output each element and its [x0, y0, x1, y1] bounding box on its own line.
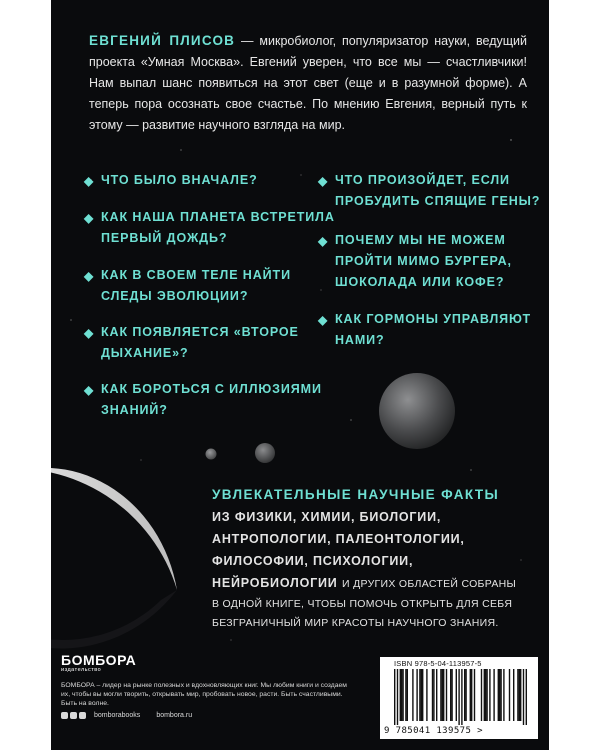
barcode-bar [481, 669, 482, 721]
barcode-bar [503, 669, 504, 721]
barcode-bar [485, 669, 486, 721]
barcode-bar [400, 669, 401, 721]
barcode-image [380, 657, 538, 727]
barcode-bar [402, 669, 403, 721]
barcode-bar [436, 669, 437, 721]
facts-heading: УВЛЕКАТЕЛЬНЫЕ НАУЧНЫЕ ФАКТЫ [212, 487, 500, 502]
barcode-bar [456, 669, 457, 721]
barcode-bar [401, 669, 402, 721]
author-name: ЕВГЕНИЙ ПЛИСОВ [89, 33, 236, 48]
social-links [61, 712, 192, 719]
barcode-bar [419, 669, 420, 721]
large-planet [379, 373, 455, 449]
question-left-4: ◆ КАК ПОЯВЛЯЕТСЯ «ВТОРОЕ ДЫХАНИЕ»? [84, 325, 299, 360]
barcode-bar [526, 669, 527, 725]
vk-icon [61, 712, 68, 719]
publisher-logo: БОМБОРА издательство [61, 652, 137, 673]
barcode-bar [489, 669, 490, 721]
barcode-bar [484, 669, 485, 721]
barcode-bar [474, 669, 475, 721]
crescent-moon [51, 468, 177, 590]
author-intro [89, 30, 527, 136]
bullet-icon: ◆ [84, 211, 95, 225]
isbn-barcode [380, 657, 538, 739]
bullet-icon: ◆ [318, 174, 329, 188]
barcode-bar [450, 669, 451, 721]
back-cover [51, 0, 549, 750]
barcode-bar [397, 669, 398, 725]
question-right-3: ◆ КАК ГОРМОНЫ УПРАВЛЯЮТ НАМИ? [318, 312, 532, 347]
barcode-bar [464, 669, 465, 721]
small-planet [255, 443, 275, 463]
barcode-bar [470, 669, 471, 721]
barcode-bar [426, 669, 427, 721]
barcode-bar [519, 669, 520, 721]
barcode-bar [498, 669, 499, 721]
bullet-icon: ◆ [318, 313, 329, 327]
bullet-icon: ◆ [84, 174, 95, 188]
barcode-bar [446, 669, 447, 721]
barcode-bar [407, 669, 408, 721]
isbn-number: ISBN 978-5-04-113957-5 [394, 659, 482, 668]
telegram-icon [70, 712, 77, 719]
question-left-5: ◆ КАК БОРОТЬСЯ С ИЛЛЮЗИЯМИ ЗНАНИЙ? [84, 382, 322, 417]
barcode-bar [433, 669, 434, 721]
barcode-bar [471, 669, 472, 721]
question-right-2: ◆ ПОЧЕМУ МЫ НЕ МОЖЕМ ПРОЙТИ МИМО БУРГЕРА, ШОКОЛАДА ИЛИ КОФЕ? [318, 233, 512, 289]
barcode-bar [412, 669, 413, 721]
barcode-bar [440, 669, 441, 721]
barcode-bar [421, 669, 422, 721]
barcode-bar [500, 669, 501, 721]
barcode-bar [416, 669, 417, 721]
bullet-icon: ◆ [84, 269, 95, 283]
barcode-bar [458, 669, 459, 725]
question-right-1: ◆ ЧТО ПРОИЗОЙДЕТ, ЕСЛИ ПРОБУДИТЬ СПЯЩИЕ ГЕНЫ? [318, 173, 541, 208]
barcode-bar [509, 669, 510, 721]
question-left-2: ◆ КАК НАША ПЛАНЕТА ВСТРЕТИЛА ПЕРВЫЙ ДОЖДЬ? [84, 210, 335, 245]
facts-sciences: ФИЗИКИ, ХИМИИ, БИОЛОГИИ, АНТРОПОЛОГИИ, ПАЛЕОНТОЛОГИИ, ФИЛОСОФИИ, ПСИХОЛОГИИ, НЕЙРОБИОЛОГИИ [212, 510, 465, 590]
tiny-planet [206, 449, 217, 460]
barcode-bar [422, 669, 423, 721]
barcode-bar [499, 669, 500, 721]
barcode-bar [517, 669, 518, 721]
facts-rest: И ДРУГИХ ОБЛАСТЕЙ СОБРАНЫ В ОДНОЙ КНИГЕ, ЧТОБЫ ПОМОЧЬ ОТКРЫТЬ ДЛЯ СЕБЯ БЕЗГРАНИЧНЫЙ МИР КРАСОТЫ НАУЧНОГО ЗНАНИЯ. [212, 578, 517, 629]
bullet-icon: ◆ [84, 326, 95, 340]
question-left-1: ◆ ЧТО БЫЛО ВНАЧАЛЕ? [101, 170, 258, 191]
facts-prefix: ИЗ [212, 510, 231, 524]
youtube-icon [79, 712, 86, 719]
barcode-bar [461, 669, 462, 725]
question-left-3: ◆ КАК В СВОЕМ ТЕЛЕ НАЙТИ СЛЕДЫ ЭВОЛЮЦИИ? [84, 268, 291, 303]
barcode-bar [486, 669, 487, 721]
barcode-bar [405, 669, 406, 721]
barcode-bar [465, 669, 466, 721]
barcode-bar [442, 669, 443, 721]
barcode-bar [523, 669, 524, 725]
barcode-bar [394, 669, 395, 725]
publisher-description: БОМБОРА – лидер на рынке полезных и вдохновляющих книг. Мы любим книги и создаем их, чтобы вы могли творить, открывать мир, пробовать новое, расти. Быть счастливыми. Быть на волне. [61, 682, 347, 707]
barcode-digits: 9 785041 139575 > [384, 726, 483, 736]
social-handle: bomborabooks [94, 712, 141, 719]
barcode-bar [432, 669, 433, 721]
barcode-bar [443, 669, 444, 721]
barcode-bar [513, 669, 514, 721]
bullet-icon: ◆ [318, 234, 329, 248]
barcode-bar [493, 669, 494, 721]
science-facts-block [212, 484, 522, 632]
website: bombora.ru [156, 712, 193, 719]
barcode-bar [451, 669, 452, 721]
bullet-icon: ◆ [84, 383, 95, 397]
barcode-bar [520, 669, 521, 721]
author-description: — микробиолог, популяризатор науки, ведущий проекта «Умная Москва». Евгений уверен, что все мы — счастливчики! Нам выпал шанс появиться на этот свет (еще и в разумной форме). А теперь пора осознать свое счастье. По мнению Евгения, верный путь к этому — развитие научного взгляда на мир. [89, 34, 527, 132]
